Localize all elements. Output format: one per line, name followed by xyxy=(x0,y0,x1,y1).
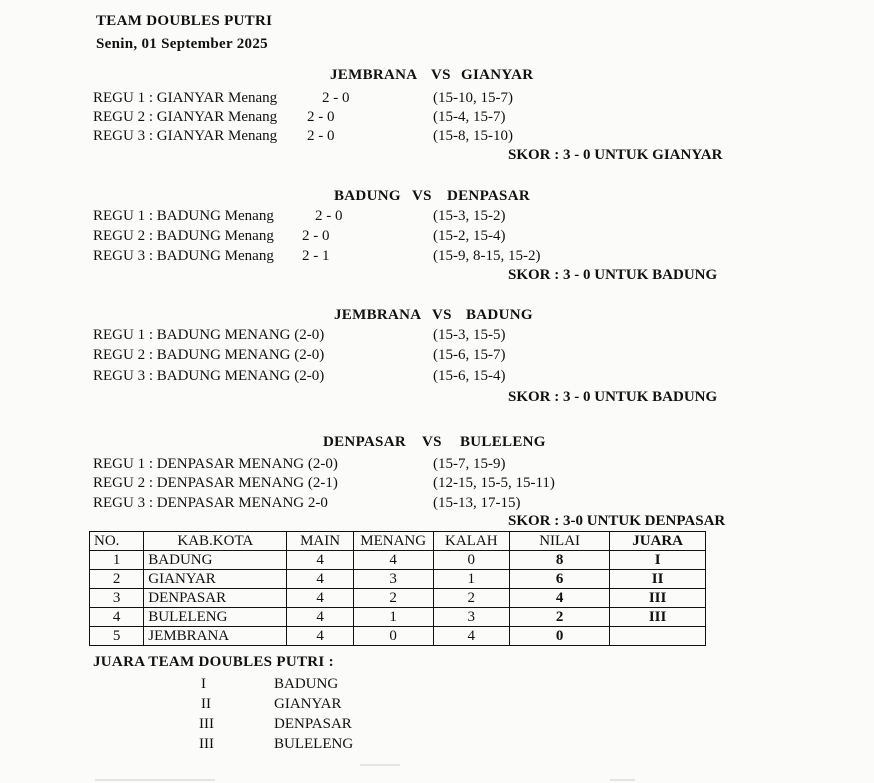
regu-result: 2 - 0 xyxy=(302,228,330,244)
match-title-right: BULELENG xyxy=(460,434,546,450)
match-score: SKOR : 3 - 0 UNTUK BADUNG xyxy=(508,267,718,283)
winner-team: BULELENG xyxy=(274,736,354,752)
cell-main: 4 xyxy=(287,551,353,570)
cell-menang: 4 xyxy=(353,551,433,570)
col-header-menang: MENANG xyxy=(353,532,433,551)
scan-mark xyxy=(95,779,215,781)
regu-label: REGU 1 : BADUNG MENANG (2-0) xyxy=(93,327,325,343)
regu-result: 2 - 0 xyxy=(307,109,335,125)
table-row xyxy=(90,608,706,627)
cell-kalah: 2 xyxy=(433,589,509,608)
table-row xyxy=(90,551,706,570)
standings-table xyxy=(89,531,706,646)
col-header-no: NO. xyxy=(90,532,144,551)
cell-kalah: 1 xyxy=(433,570,509,589)
match-title-vs: VS xyxy=(412,188,432,204)
cell-no: 5 xyxy=(90,627,144,646)
cell-juara: III xyxy=(610,589,706,608)
regu-sets: (15-8, 15-10) xyxy=(433,128,513,144)
winner-rank: III xyxy=(199,736,214,752)
cell-juara: I xyxy=(610,551,706,570)
cell-kab-kota: GIANYAR xyxy=(144,570,287,589)
scan-mark xyxy=(610,779,635,781)
cell-main: 4 xyxy=(287,570,353,589)
table-row xyxy=(90,589,706,608)
cell-kalah: 0 xyxy=(433,551,509,570)
match-title-right: BADUNG xyxy=(466,307,533,323)
regu-label: REGU 2 : BADUNG Menang xyxy=(93,228,274,244)
cell-kab-kota: BULELENG xyxy=(144,608,287,627)
match-score: SKOR : 3 - 0 UNTUK GIANYAR xyxy=(508,147,723,163)
cell-main: 4 xyxy=(287,627,353,646)
match-title-vs: VS xyxy=(422,434,442,450)
regu-sets: (15-3, 15-2) xyxy=(433,208,506,224)
regu-sets: (15-4, 15-7) xyxy=(433,109,506,125)
regu-sets: (15-13, 17-15) xyxy=(433,495,521,511)
regu-label: REGU 2 : DENPASAR MENANG (2-1) xyxy=(93,475,338,491)
cell-nilai: 8 xyxy=(510,551,610,570)
match-title-vs: VS xyxy=(432,307,452,323)
regu-sets: (15-2, 15-4) xyxy=(433,228,506,244)
regu-sets: (12-15, 15-5, 15-11) xyxy=(433,475,555,491)
match-score: SKOR : 3-0 UNTUK DENPASAR xyxy=(508,513,726,529)
regu-label: REGU 3 : BADUNG MENANG (2-0) xyxy=(93,368,325,384)
col-header-nilai: NILAI xyxy=(510,532,610,551)
cell-juara: III xyxy=(610,608,706,627)
regu-result: 2 - 1 xyxy=(302,248,330,264)
cell-menang: 1 xyxy=(353,608,433,627)
cell-main: 4 xyxy=(287,589,353,608)
match-score: SKOR : 3 - 0 UNTUK BADUNG xyxy=(508,389,718,405)
cell-juara: II xyxy=(610,570,706,589)
regu-sets: (15-6, 15-7) xyxy=(433,347,506,363)
regu-label: REGU 1 : BADUNG Menang xyxy=(93,208,274,224)
regu-sets: (15-9, 8-15, 15-2) xyxy=(433,248,541,264)
cell-kalah: 4 xyxy=(433,627,509,646)
col-header-kalah: KALAH xyxy=(433,532,509,551)
regu-result: 2 - 0 xyxy=(322,90,350,106)
regu-sets: (15-6, 15-4) xyxy=(433,368,506,384)
cell-no: 1 xyxy=(90,551,144,570)
col-header-kab-kota: KAB.KOTA xyxy=(144,532,287,551)
col-header-main: MAIN xyxy=(287,532,353,551)
match-title-left: BADUNG xyxy=(334,188,401,204)
winners-title: JUARA TEAM DOUBLES PUTRI : xyxy=(93,654,334,670)
cell-nilai: 6 xyxy=(510,570,610,589)
match-title-right: DENPASAR xyxy=(447,188,530,204)
cell-no: 4 xyxy=(90,608,144,627)
document-title: TEAM DOUBLES PUTRI xyxy=(96,13,273,29)
cell-nilai: 0 xyxy=(510,627,610,646)
regu-label: REGU 3 : DENPASAR MENANG 2-0 xyxy=(93,495,328,511)
document-date: Senin, 01 September 2025 xyxy=(96,36,268,52)
match-title-left: JEMBRANA xyxy=(334,307,422,323)
regu-label: REGU 2 : GIANYAR Menang xyxy=(93,109,278,125)
match-title-vs: VS xyxy=(431,67,451,83)
cell-menang: 2 xyxy=(353,589,433,608)
cell-kalah: 3 xyxy=(433,608,509,627)
regu-sets: (15-10, 15-7) xyxy=(433,90,513,106)
table-row xyxy=(90,570,706,589)
match-title-left: JEMBRANA xyxy=(330,67,418,83)
regu-label: REGU 1 : GIANYAR Menang xyxy=(93,90,278,106)
cell-kab-kota: BADUNG xyxy=(144,551,287,570)
cell-nilai: 2 xyxy=(510,608,610,627)
table-row xyxy=(90,627,706,646)
cell-no: 3 xyxy=(90,589,144,608)
regu-result: 2 - 0 xyxy=(307,128,335,144)
regu-label: REGU 2 : BADUNG MENANG (2-0) xyxy=(93,347,325,363)
cell-no: 2 xyxy=(90,570,144,589)
cell-juara xyxy=(610,627,706,646)
winner-team: BADUNG xyxy=(274,676,339,692)
regu-label: REGU 1 : DENPASAR MENANG (2-0) xyxy=(93,456,338,472)
regu-label: REGU 3 : GIANYAR Menang xyxy=(93,128,278,144)
cell-nilai: 4 xyxy=(510,589,610,608)
winner-rank: II xyxy=(201,696,211,712)
regu-sets: (15-7, 15-9) xyxy=(433,456,506,472)
winner-rank: III xyxy=(199,716,214,732)
winner-rank: I xyxy=(201,676,206,692)
regu-result: 2 - 0 xyxy=(315,208,343,224)
regu-label: REGU 3 : BADUNG Menang xyxy=(93,248,274,264)
winner-team: DENPASAR xyxy=(274,716,352,732)
match-title-left: DENPASAR xyxy=(323,434,406,450)
cell-menang: 0 xyxy=(353,627,433,646)
cell-kab-kota: JEMBRANA xyxy=(144,627,287,646)
cell-kab-kota: DENPASAR xyxy=(144,589,287,608)
col-header-juara: JUARA xyxy=(610,532,706,551)
cell-main: 4 xyxy=(287,608,353,627)
match-title-right: GIANYAR xyxy=(461,67,534,83)
regu-sets: (15-3, 15-5) xyxy=(433,327,506,343)
table-header-row xyxy=(90,532,706,551)
winner-team: GIANYAR xyxy=(274,696,342,712)
cell-menang: 3 xyxy=(353,570,433,589)
scan-mark xyxy=(360,764,400,766)
